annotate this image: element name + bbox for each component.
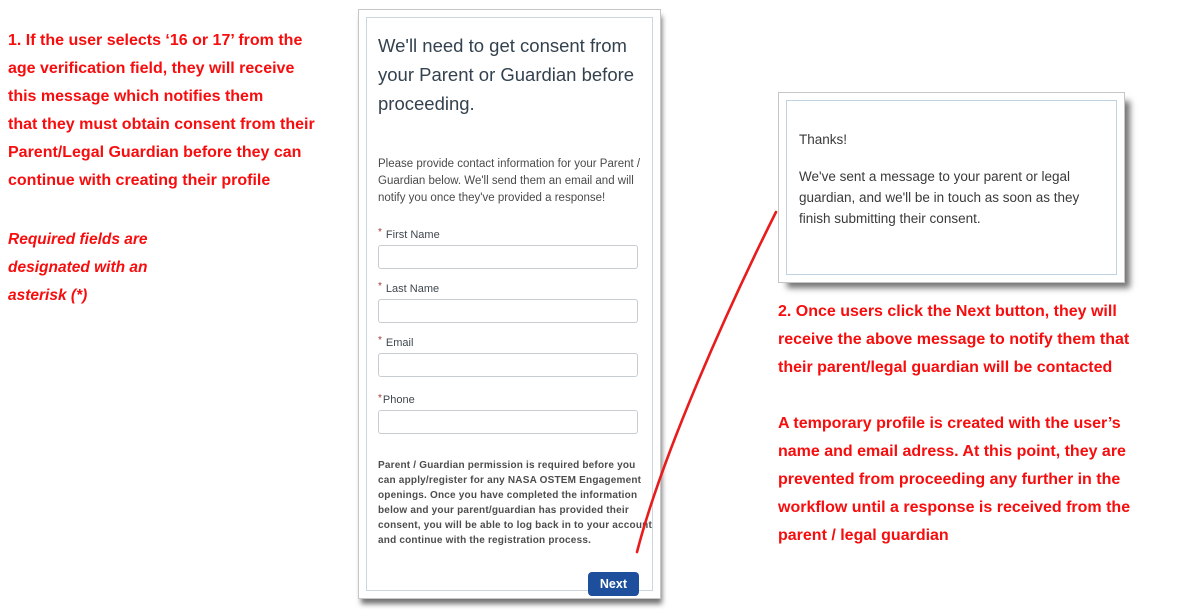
first-name-label (378, 227, 641, 241)
annotation-temporary-profile (778, 410, 1130, 550)
required-asterisk: * (378, 281, 382, 292)
annotation-line: their parent/legal guardian will be contacted (778, 359, 1113, 376)
confirmation-panel (786, 100, 1117, 275)
annotation-line: A temporary profile is created with the user’s (778, 415, 1121, 432)
email-input[interactable] (378, 353, 638, 377)
consent-intro-text: Please provide contact information for your Parent / Guardian below. We'll send them an email and will notify you once they've provided a response! (378, 158, 641, 204)
email-label (378, 335, 641, 349)
annotation-line: designated with an (8, 259, 148, 276)
field-email (378, 335, 641, 377)
annotation-line: asterisk (*) (8, 287, 88, 304)
annotation-line: Required fields are (8, 231, 148, 248)
annotation-step1 (8, 27, 315, 195)
required-asterisk: * (378, 227, 382, 238)
last-name-input[interactable] (378, 299, 638, 323)
phone-label-text: Phone (382, 394, 415, 406)
annotation-line: prevented from proceeding any further in the (778, 471, 1121, 488)
required-asterisk: * (378, 393, 382, 404)
consent-form-panel (366, 17, 653, 591)
annotation-step2 (778, 298, 1129, 382)
confirmation-body: We've sent a message to your parent or legal guardian, and we'll be in touch as soon as they finish submitting their consent. (799, 169, 1080, 226)
last-name-label (378, 281, 641, 295)
phone-label (378, 393, 641, 406)
first-name-label-text: First Name (385, 229, 440, 241)
confirmation-greeting: Thanks! (799, 132, 848, 147)
annotation-line: receive the above message to notify them that (778, 331, 1130, 348)
annotation-line: that they must obtain consent from their (8, 116, 315, 133)
consent-heading: We'll need to get consent from your Parent or Guardian before proceeding. (378, 35, 635, 114)
field-first-name (378, 227, 641, 269)
first-name-input[interactable] (378, 245, 638, 269)
field-phone (378, 393, 641, 434)
annotation-line: parent / legal guardian (778, 527, 949, 544)
annotation-line: Parent/Legal Guardian before they can (8, 144, 302, 161)
permission-footnote: Parent / Guardian permission is required before you can apply/register for any NASA OSTEM Engagement openings. Once you have completed the information below and your parent/guardian has provided their consent, you will be able to log back in to your account and continue with the registration process. (378, 460, 653, 546)
confirmation-card (778, 92, 1125, 283)
next-button[interactable]: Next (588, 572, 639, 596)
phone-input[interactable] (378, 410, 638, 434)
annotation-line: 1. If the user selects ‘16 or 17’ from the (8, 32, 303, 49)
consent-form-card (358, 9, 661, 599)
annotation-required-fields (8, 226, 148, 310)
annotation-line: this message which notifies them (8, 88, 264, 105)
button-row (378, 572, 641, 596)
annotation-line: age verification field, they will receive (8, 60, 295, 77)
annotation-line: 2. Once users click the Next button, they will (778, 303, 1117, 320)
annotation-line: name and email adress. At this point, they are (778, 443, 1126, 460)
required-asterisk: * (378, 335, 382, 346)
annotation-line: workflow until a response is received from the (778, 499, 1131, 516)
annotation-line: continue with creating their profile (8, 172, 271, 189)
last-name-label-text: Last Name (385, 283, 440, 295)
field-last-name (378, 281, 641, 323)
email-label-text: Email (385, 337, 414, 349)
